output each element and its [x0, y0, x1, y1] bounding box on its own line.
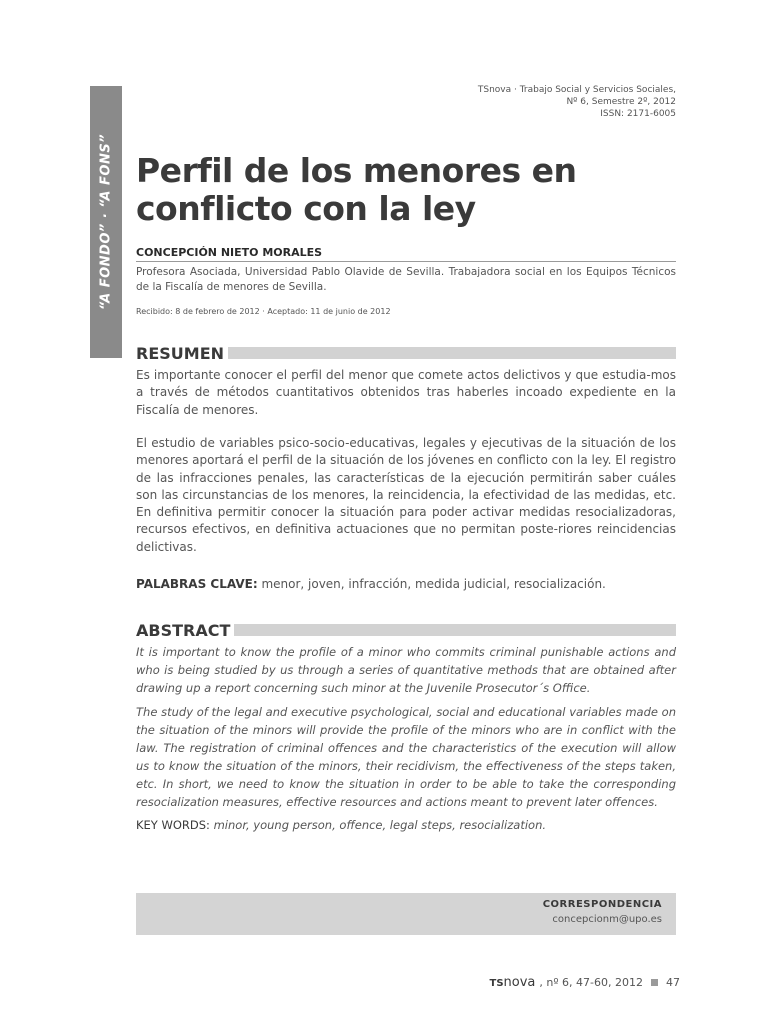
palabras-clave-list: menor, joven, infracción, medida judicial, resocialización. — [257, 577, 606, 591]
key-words-label: KEY WORDS: — [136, 818, 210, 832]
palabras-clave — [136, 577, 676, 591]
correspondence-email[interactable]: concepcionm@upo.es — [552, 914, 662, 925]
page-footer — [490, 975, 680, 990]
resumen-paragraph-1: Es importante conocer el perfil del menor que comete actos delictivos y que estudia-mos a través de métodos cuantitativos obtenidos tras haberles incoado expediente en la Fiscalía de menores. — [136, 368, 676, 417]
journal-header — [478, 84, 676, 120]
author-name: CONCEPCIÓN NIETO MORALES — [136, 246, 676, 262]
resumen-paragraph-2: El estudio de variables psico-socio-educativas, legales y ejecutivas de la situación de los menores aportará el perfil de la situación de los jóvenes en conflicto con la ley. El registro de las infracciones penales, las características de la ejecución permitirán saber cuáles son las circunstancias de los menores, la reincidencia, la efectividad de las medidas, etc. En definitiva permitir conocer la situación para poder activar medidas resocializadoras, recursos efectivos, en definitiva actuaciones que no permitan poste-riores reincidencias delictivas. — [136, 436, 676, 554]
section-label: “A FONDO” · “A FONS” — [98, 133, 114, 311]
journal-issn: ISSN: 2171-6005 — [600, 109, 676, 119]
correspondence-box — [136, 893, 676, 935]
abstract-heading-label: ABSTRACT — [136, 620, 231, 640]
footer-brand — [490, 975, 536, 990]
abstract-paragraph-2: The study of the legal and executive psychological, social and educational variables made on the situation of the minors will provide the profile of the minors who are in conflict with the law. The registration of criminal offences and the characteristics of the execution will allow us to know the situation of the minors, their recidivism, the effectiveness of the steps taken, etc. In short, we need to know the situation in order to be able to take the corresponding resocialization measures, effective resources and actions meant to prevent later offences. — [136, 705, 676, 809]
article-title: Perfil de los menores en conflicto con la ley — [136, 151, 577, 228]
footer-issue: , nº 6, 47-60, 2012 — [539, 976, 643, 989]
resumen-heading-label: RESUMEN — [136, 343, 225, 363]
abstract-paragraph-1: It is important to know the profile of a minor who commits criminal punishable actions and who is being studied by us through a series of quantitative methods that are obtained after drawing up a report concerning such minor at the Juvenile Prosecutor´s Office. — [136, 645, 676, 695]
footer-brand-ts: TS — [489, 978, 504, 989]
abstract-heading — [136, 620, 676, 640]
page-number: 47 — [666, 976, 680, 989]
journal-issue: Nº 6, Semestre 2º, 2012 — [566, 97, 676, 107]
author-affiliation: Profesora Asociada, Universidad Pablo Olavide de Sevilla. Trabajadora social en los Equipos Técnicos de la Fiscalía de menores de Sevilla. — [136, 266, 676, 293]
heading-rule — [228, 347, 676, 359]
resumen-heading — [136, 343, 676, 363]
palabras-clave-label: PALABRAS CLAVE: — [136, 577, 258, 591]
received-accepted-dates: Recibido: 8 de febrero de 2012 · Aceptado: 11 de junio de 2012 — [136, 307, 391, 316]
footer-square-icon — [651, 979, 658, 986]
journal-name: TSnova · Trabajo Social y Servicios Sociales, — [477, 85, 676, 95]
key-words — [136, 818, 676, 832]
footer-brand-nova: nova — [503, 975, 536, 990]
section-side-band — [90, 86, 122, 358]
heading-rule — [234, 624, 676, 636]
key-words-list: minor, young person, offence, legal steps, resocialization. — [209, 818, 547, 832]
correspondence-heading: CORRESPONDENCIA — [542, 899, 662, 910]
